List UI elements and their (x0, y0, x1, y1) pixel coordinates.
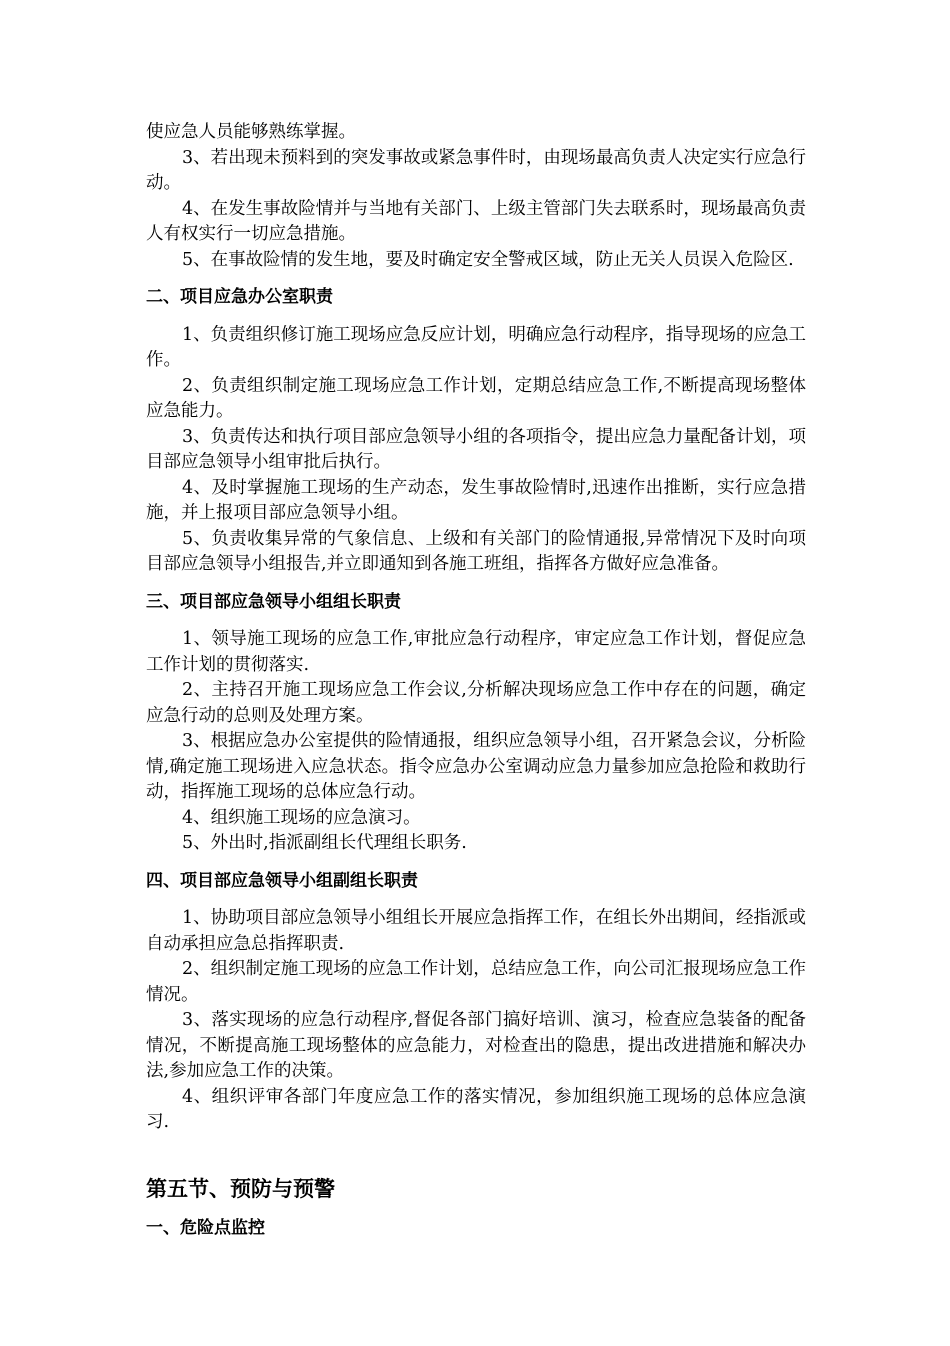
leader-duty-5: 5、外出时,指派副组长代理组长职务. (182, 833, 467, 853)
office-duty-4: 4、及时掌握施工现场的生产动态，发生事故险情时,迅速作出推断，实行应急措施，并上报项目部应急领导小组。 (146, 477, 806, 523)
section-heading: 二、项目应急办公室职责 (146, 287, 333, 307)
leader-duty-4: 4、组织施工现场的应急演习。 (182, 807, 421, 828)
intro-continuation: 使应急人员能够熟练掌握。 (146, 122, 356, 142)
leader-duty-3: 3、根据应急办公室提供的险情通报，组织应急领导小组，召开紧急会议，分析险情,确定施工现场进入应急状态。指令应急办公室调动应急力量参加应急抢险和救助行动，指挥施工现场的总体应急行动。 (146, 731, 806, 802)
deputy-duty-4: 4、组织评审各部门年度应急工作的落实情况，参加组织施工现场的总体应急演习. (146, 1086, 806, 1132)
section-leader-duties (146, 590, 806, 857)
office-duty-1: 1、负责组织修订施工现场应急反应计划，明确应急行动程序，指导现场的应急工作。 (146, 324, 806, 370)
document-page (146, 120, 806, 1253)
deputy-duty-2: 2、组织制定施工现场的应急工作计划，总结应急工作，向公司汇报现场应急工作情况。 (146, 959, 806, 1005)
intro-item-5: 5、在事故险情的发生地，要及时确定安全警戒区域，防止无关人员误入危险区. (182, 249, 794, 270)
section-heading: 四、项目部应急领导小组副组长职责 (146, 870, 418, 891)
deputy-duty-3: 3、落实现场的应急行动程序,督促各部门搞好培训、演习，检查应急装备的配备情况，不断提高施工现场整体的应急能力，对检查出的隐患，提出改进措施和解决办法,参加应急工作的决策。 (146, 1010, 806, 1081)
office-duty-5: 5、负责收集异常的气象信息、上级和有关部门的险情通报,异常情况下及时向项目部应急领导小组报告,并立即通知到各施工班组，指挥各方做好应急准备。 (146, 528, 806, 574)
section-deputy-duties (146, 869, 806, 1136)
section-office-duties (146, 285, 806, 578)
office-duty-3: 3、负责传达和执行项目部应急领导小组的各项指令，提出应急力量配备计划，项目部应急领导小组审批后执行。 (146, 426, 806, 472)
intro-item-3: 3、若出现未预料到的突发事故或紧急事件时，由现场最高负责人决定实行应急行动。 (146, 147, 806, 193)
office-duty-2: 2、负责组织制定施工现场应急工作计划，定期总结应急工作,不断提高现场整体应急能力。 (146, 375, 806, 421)
chapter-subheading: 一、危险点监控 (146, 1217, 265, 1238)
deputy-duty-1: 1、协助项目部应急领导小组组长开展应急指挥工作，在组长外出期间，经指派或自动承担应急总指挥职责. (146, 908, 806, 954)
intro-item-4: 4、在发生事故险情并与当地有关部门、上级主管部门失去联系时，现场最高负责人有权实行一切应急措施。 (146, 198, 806, 244)
section-heading: 三、项目部应急领导小组组长职责 (146, 591, 401, 612)
leader-duty-2: 2、主持召开施工现场应急工作会议,分析解决现场应急工作中存在的问题，确定应急行动的总则及处理方案。 (146, 680, 806, 726)
leader-duty-1: 1、领导施工现场的应急工作,审批应急行动程序，审定应急工作计划，督促应急工作计划的贯彻落实. (146, 629, 806, 675)
chapter-title: 第五节、预防与预警 (146, 1176, 335, 1201)
